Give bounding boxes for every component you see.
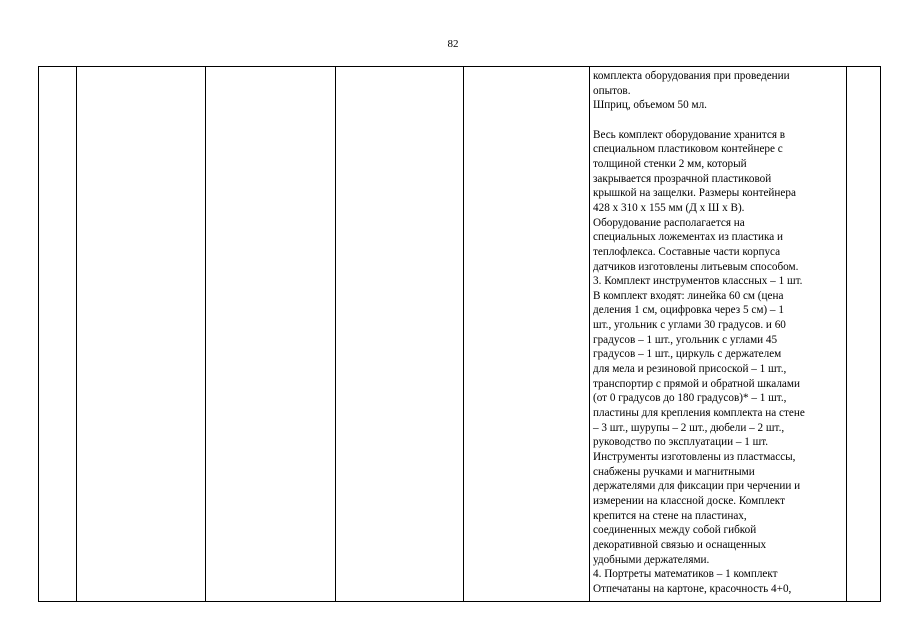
description-line: для мела и резиновой присоской – 1 шт., — [593, 363, 787, 376]
description-line: комплекта оборудования при проведении — [593, 70, 790, 82]
description-line: 428 х 310 х 155 мм (Д х Ш х В). — [593, 201, 745, 214]
description-line: (от 0 градусов до 180 градусов)* – 1 шт., — [593, 392, 787, 405]
description-line: градусов – 1 шт., циркуль с держателем — [593, 348, 782, 361]
description-line: шт., угольник с углами 30 градусов. и 60 — [593, 319, 786, 332]
description-line: пластины для крепления комплекта на стене — [593, 407, 805, 420]
description-line: транспортир с прямой и обратной шкалами — [593, 377, 800, 390]
column-divider-4 — [463, 67, 464, 601]
description-line: руководство по эксплуатации – 1 шт. — [593, 436, 769, 449]
description-line: 3. Комплект инструментов классных – 1 шт. — [593, 275, 803, 288]
description-line: Инструменты изготовлены из пластмассы, — [593, 451, 796, 464]
specification-table — [38, 66, 881, 602]
description-line: опытов. — [593, 84, 631, 97]
description-line: снабжены ручками и магнитными — [593, 465, 755, 478]
column-divider-5 — [589, 67, 590, 601]
description-line — [593, 113, 845, 128]
description-line: Оборудование располагается на — [593, 216, 745, 229]
description-line: держателями для фиксации при черчении и — [593, 480, 801, 493]
description-line: Отпечатаны на картоне, красочность 4+0, — [593, 582, 792, 595]
description-line: Шприц, объемом 50 мл. — [593, 99, 707, 112]
description-line: градусов – 1 шт., угольник с углами 45 — [593, 333, 778, 346]
description-line: В комплект входят: линейка 60 см (цена — [593, 289, 784, 302]
column-divider-3 — [335, 67, 336, 601]
description-line: 4. Портреты математиков – 1 комплект — [593, 568, 778, 581]
description-line: соединенных между собой гибкой — [593, 524, 757, 537]
description-line: – 3 шт., шурупы – 2 шт., дюбели – 2 шт., — [593, 421, 785, 434]
description-line: деления 1 см, оцифровка через 5 см) – 1 — [593, 304, 784, 317]
description-line: закрывается прозрачной пластиковой — [593, 172, 772, 185]
column-divider-2 — [205, 67, 206, 601]
description-line: теплофлекса. Составные части корпуса — [593, 245, 781, 258]
column-divider-6 — [846, 67, 847, 601]
equipment-description-cell — [593, 69, 845, 597]
description-line: удобными держателями. — [593, 553, 710, 566]
description-line: декоративной связью и оснащенных — [593, 538, 767, 551]
description-line: специальных ложементах из пластика и — [593, 231, 783, 244]
description-line: Весь комплект оборудование хранится в — [593, 128, 786, 141]
description-line: крышкой на защелки. Размеры контейнера — [593, 187, 796, 200]
description-line: толщиной стенки 2 мм, который — [593, 157, 747, 170]
column-divider-1 — [76, 67, 77, 601]
description-line: специальном пластиковом контейнере с — [593, 143, 783, 156]
page-number: 82 — [447, 38, 459, 50]
description-line: крепится на стене на пластинах, — [593, 509, 747, 522]
description-line: измерении на классной доске. Комплект — [593, 495, 785, 508]
description-line: датчиков изготовлены литьевым способом. — [593, 260, 799, 273]
